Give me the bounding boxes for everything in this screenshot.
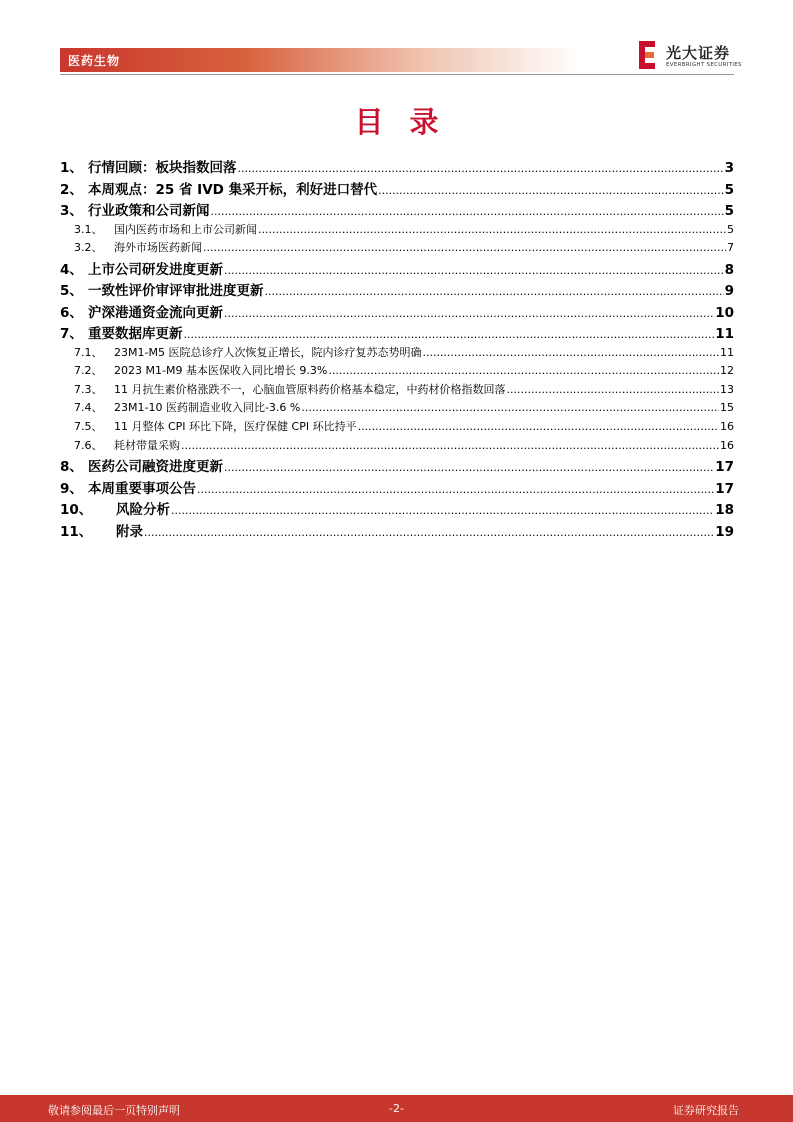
toc-entry-number: 11、	[60, 523, 93, 540]
toc-entry-number: 7.6、	[74, 438, 103, 452]
header-band	[60, 48, 580, 72]
toc-entry-title: 11 月整体 CPI 环比下降，医疗保健 CPI 环比持平	[114, 420, 357, 434]
toc-entry[interactable]	[60, 221, 734, 240]
toc-entry-number: 7.1、	[74, 345, 103, 359]
toc-leader-dots	[184, 328, 715, 341]
toc-entry-page: 7	[727, 241, 734, 255]
toc-entry-number: 3、	[60, 203, 83, 219]
toc-entry[interactable]	[60, 520, 734, 542]
toc-leader-dots	[224, 307, 714, 320]
toc-entry[interactable]	[60, 498, 734, 520]
toc-entry-number: 1、	[60, 160, 83, 176]
toc-entry-title: 2023 M1-M9 基本医保收入同比增长 9.3%	[114, 364, 328, 378]
toc-leader-dots	[224, 461, 714, 474]
toc-entry-page: 12	[720, 364, 734, 378]
toc-entry-title: 沪深港通资金流向更新	[88, 304, 223, 321]
toc-entry-number: 2、	[60, 181, 83, 198]
toc-entry-title: 行业政策和公司新闻	[88, 203, 210, 219]
toc-entry-page: 5	[724, 181, 734, 198]
table-of-contents	[60, 156, 734, 541]
toc-entry-title: 附录	[116, 523, 143, 540]
toc-entry[interactable]	[60, 258, 734, 280]
toc-entry-title: 医药公司融资进度更新	[88, 459, 223, 476]
toc-entry-number: 10、	[60, 502, 93, 519]
toc-entry-title: 耗材带量采购	[114, 438, 180, 452]
toc-entry-number: 7.5、	[74, 420, 103, 434]
toc-entry-number: 7.2、	[74, 364, 103, 378]
toc-entry-page: 18	[715, 502, 734, 519]
toc-entry-page: 3	[724, 160, 734, 176]
toc-leader-dots	[258, 223, 726, 236]
toc-entry[interactable]	[60, 455, 734, 477]
toc-entry-page: 8	[724, 261, 734, 278]
toc-entry[interactable]	[60, 199, 734, 221]
toc-entry-title: 重要数据库更新	[88, 326, 183, 343]
toc-entry-number: 4、	[60, 261, 83, 278]
toc-entry-number: 9、	[60, 480, 83, 497]
toc-entry-number: 6、	[60, 304, 83, 321]
toc-leader-dots	[197, 483, 714, 496]
toc-entry-number: 7.3、	[74, 382, 103, 396]
toc-entry[interactable]	[60, 477, 734, 499]
toc-entry[interactable]	[60, 156, 734, 178]
toc-leader-dots	[144, 526, 714, 539]
toc-entry-number: 8、	[60, 459, 83, 476]
toc-entry-title: 国内医药市场和上市公司新闻	[114, 222, 257, 236]
toc-entry-page: 13	[720, 382, 734, 396]
toc-entry-number: 7、	[60, 326, 83, 343]
toc-leader-dots	[328, 364, 719, 377]
toc-leader-dots	[378, 184, 724, 197]
toc-entry-title: 海外市场医药新闻	[114, 241, 202, 255]
toc-entry[interactable]	[60, 418, 734, 437]
toc-entry-page: 17	[715, 480, 734, 497]
toc-leader-dots	[224, 264, 724, 277]
toc-entry[interactable]	[60, 178, 734, 200]
toc-entry-number: 3.1、	[74, 222, 103, 236]
toc-entry-number: 7.4、	[74, 401, 103, 415]
toc-entry-number: 3.2、	[74, 241, 103, 255]
toc-entry[interactable]	[60, 399, 734, 418]
logo-text-cn: 光大证券	[666, 44, 731, 62]
header-divider	[60, 74, 734, 75]
toc-leader-dots	[171, 504, 714, 517]
toc-entry-title: 23M1-10 医药制造业收入同比-3.6 %	[114, 401, 301, 415]
toc-entry[interactable]	[60, 381, 734, 400]
toc-entry-title: 23M1-M5 医院总诊疗人次恢复正增长，院内诊疗复苏态势明确	[114, 345, 422, 359]
toc-entry[interactable]	[60, 279, 734, 301]
toc-entry-number: 5、	[60, 283, 83, 300]
footer-report-type: 证券研究报告	[673, 1104, 739, 1117]
toc-entry-page: 16	[720, 438, 734, 452]
footer-page-number: -2-	[389, 1102, 404, 1115]
toc-entry[interactable]	[60, 322, 734, 344]
company-logo	[636, 38, 742, 72]
toc-entry-title: 本周观点：25 省 IVD 集采开标，利好进口替代	[88, 181, 378, 198]
toc-entry-title: 上市公司研发进度更新	[88, 261, 223, 278]
toc-entry-page: 16	[720, 420, 734, 434]
toc-leader-dots	[265, 285, 724, 298]
section-category: 医药生物	[68, 54, 121, 68]
toc-entry-title: 一致性评价审评审批进度更新	[88, 283, 264, 300]
footer-disclaimer: 敬请参阅最后一页特别声明	[48, 1104, 180, 1117]
toc-entry[interactable]	[60, 344, 734, 363]
toc-entry-page: 5	[724, 203, 734, 219]
toc-entry-page: 11	[715, 326, 734, 343]
page-footer	[0, 1095, 793, 1122]
toc-entry[interactable]	[60, 301, 734, 323]
toc-leader-dots	[358, 420, 719, 433]
toc-entry-page: 11	[720, 345, 734, 359]
toc-leader-dots	[203, 241, 726, 254]
toc-leader-dots	[238, 162, 724, 175]
toc-entry-page: 10	[715, 304, 734, 321]
toc-entry[interactable]	[60, 362, 734, 381]
toc-entry-page: 19	[715, 523, 734, 540]
toc-leader-dots	[422, 346, 719, 359]
everbright-logo-icon	[636, 40, 658, 70]
toc-entry-title: 本周重要事项公告	[88, 480, 196, 497]
toc-entry-title: 风险分析	[116, 502, 170, 519]
toc-entry-page: 5	[727, 222, 734, 236]
toc-entry[interactable]	[60, 239, 734, 258]
toc-entry-page: 15	[720, 401, 734, 415]
toc-leader-dots	[507, 383, 720, 396]
logo-text-en: EVERBRIGHT SECURITIES	[666, 62, 742, 68]
toc-leader-dots	[181, 439, 719, 452]
toc-leader-dots	[211, 205, 724, 218]
toc-leader-dots	[301, 401, 719, 414]
toc-entry-title: 11 月抗生素价格涨跌不一，心脑血管原料药价格基本稳定，中药材价格指数回落	[114, 382, 506, 396]
toc-entry-page: 9	[724, 283, 734, 300]
toc-entry[interactable]	[60, 437, 734, 456]
page-title: 目录	[354, 105, 465, 139]
toc-entry-page: 17	[715, 459, 734, 476]
toc-entry-title: 行情回顾：板块指数回落	[88, 160, 237, 176]
